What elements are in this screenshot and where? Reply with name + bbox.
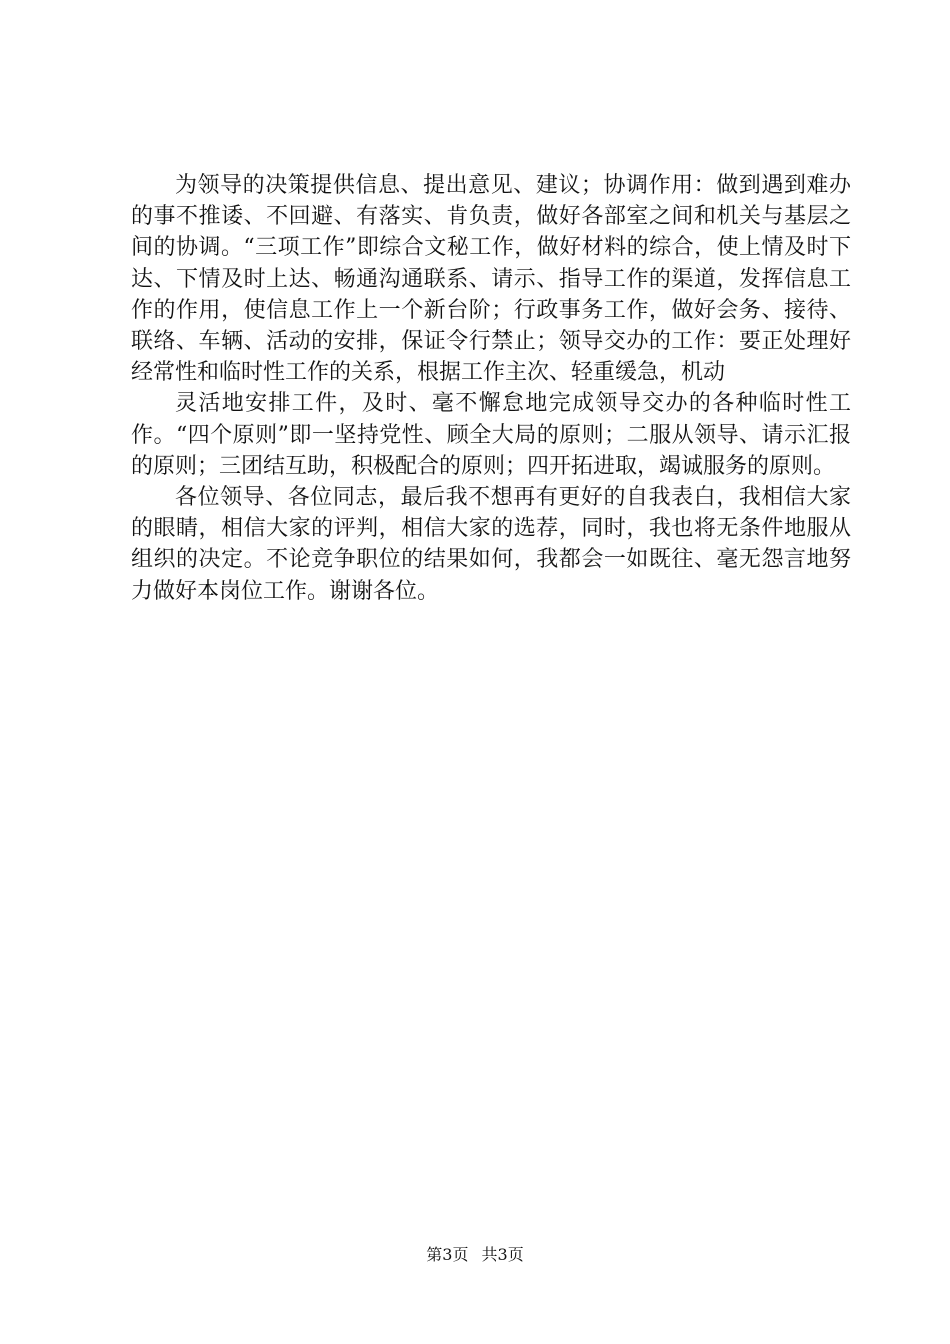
page-total: 共3页 (481, 1245, 524, 1264)
page-footer (0, 1242, 950, 1265)
document-body (131, 170, 851, 607)
paragraph-2: 灵活地安排工件，及时、毫不懈怠地完成领导交办的各种临时性工作。“四个原则”即一坚持党性、顾全大局的原则；二服从领导、请示汇报的原则；三团结互助，积极配合的原则；四开拓进取，竭诚服务的原则。 (131, 391, 851, 479)
paragraph-3: 各位领导、各位同志，最后我不想再有更好的自我表白，我相信大家的眼睛，相信大家的评判，相信大家的选荐，同时，我也将无条件地服从组织的决定。不论竞争职位的结果如何，我都会一如既往、毫无怨言地努力做好本岗位工作。谢谢各位。 (131, 485, 851, 604)
paragraph-1: 为领导的决策提供信息、提出意见、建议；协调作用：做到遇到难办的事不推诿、不回避、有落实、肯负责，做好各部室之间和机关与基层之间的协调。“三项工作”即综合文秘工作，做好材料的综合，使上情及时下达、下情及时上达、畅通沟通联系、请示、指导工作的渠道，发挥信息工作的作用，使信息工作上一个新台阶；行政事务工作，做好会务、接待、联络、车辆、活动的安排，保证令行禁止；领导交办的工作：要正处理好经常性和临时性工作的关系，根据工作主次、轻重缓急，机动 (131, 173, 851, 386)
page-number: 第3页 (426, 1245, 469, 1264)
